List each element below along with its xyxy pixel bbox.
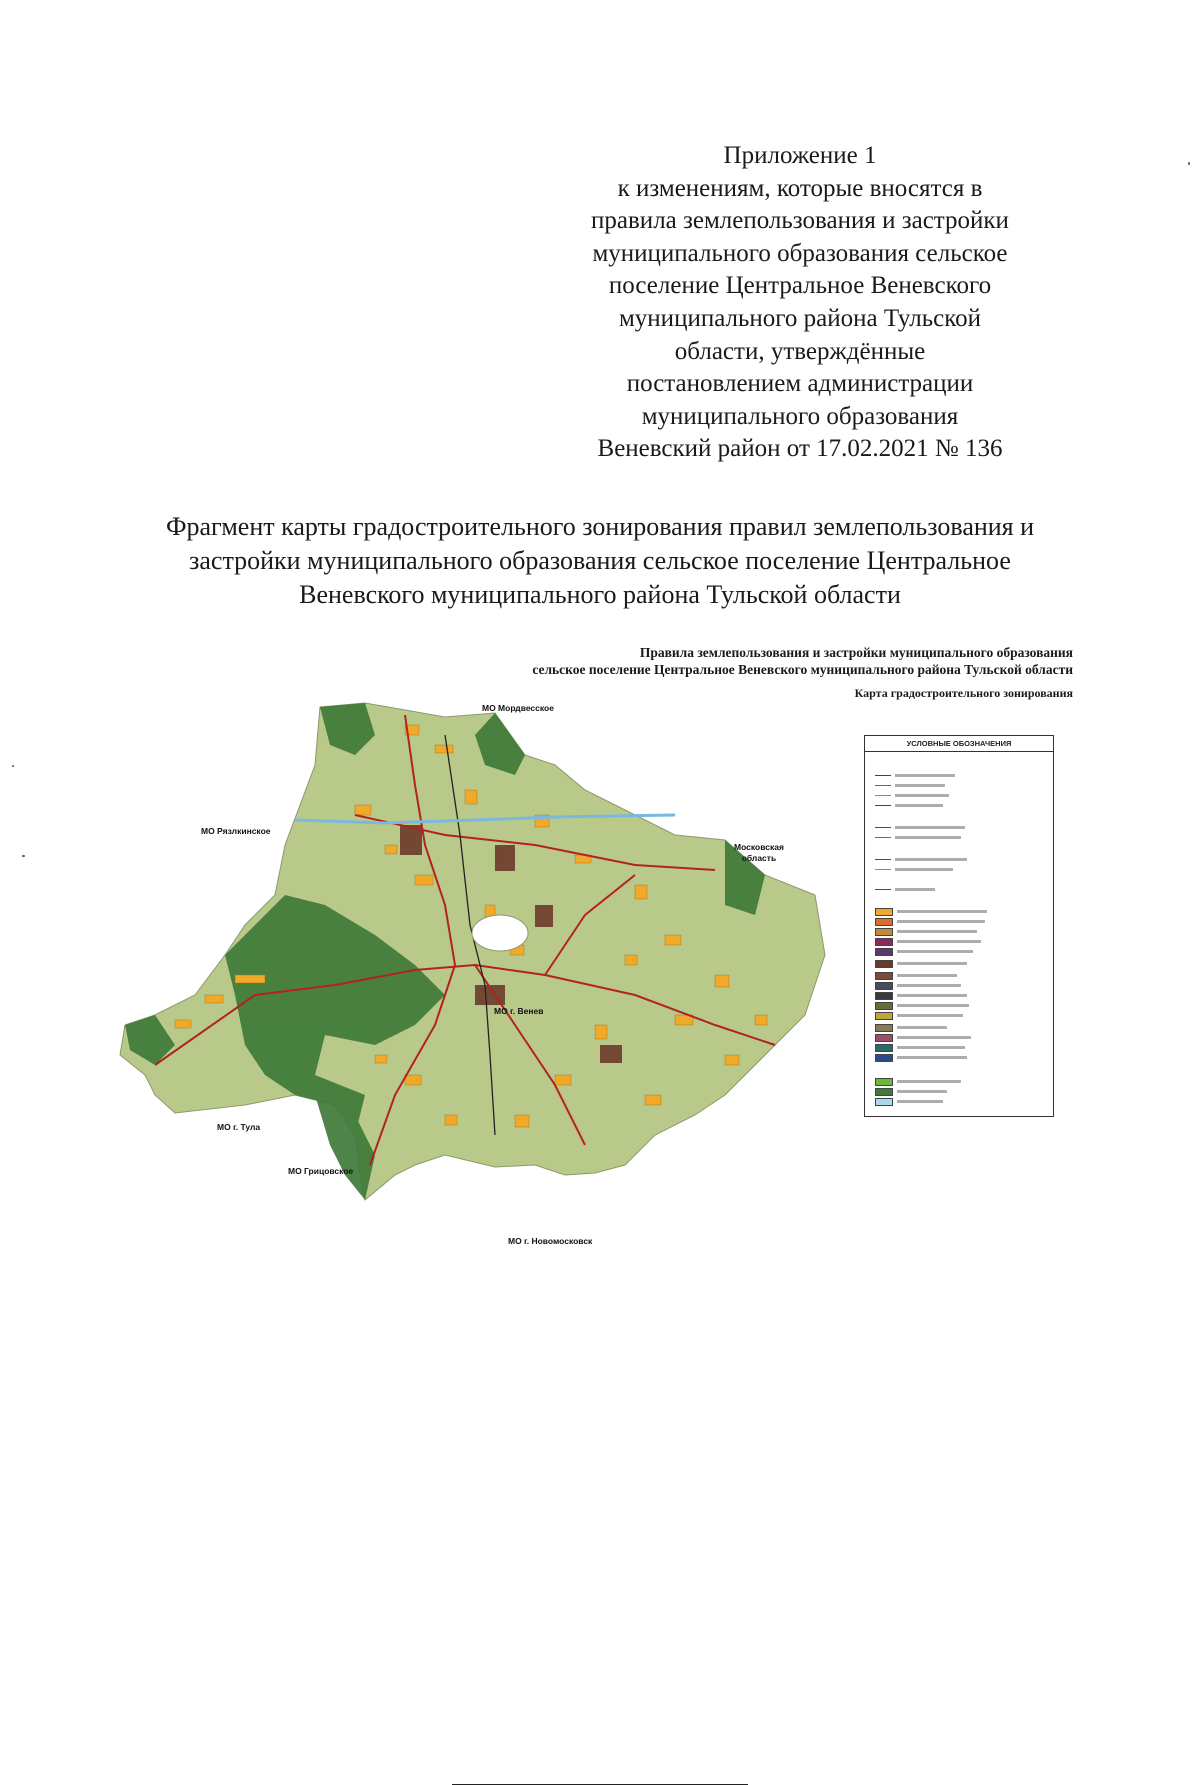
map-subheader: Карта градостроительного зонирования (854, 686, 1073, 700)
title-line: застройки муниципального образования сельское поселение Центральное (189, 546, 1011, 575)
legend-row (875, 834, 961, 841)
region-label-moscow: Московская область (734, 842, 784, 863)
legend-row (875, 982, 961, 989)
legend-row (875, 1088, 947, 1095)
appendix-line: постановлением администрации (626, 370, 974, 398)
scan-speck (22, 855, 25, 857)
region-label-gritsov: МО Грицовское (288, 1166, 354, 1176)
legend-title: УСЛОВНЫЕ ОБОЗНАЧЕНИЯ (865, 736, 1053, 752)
appendix-line: Веневский район от 17.02.2021 № 136 (597, 435, 1003, 463)
legend-row (875, 1024, 947, 1031)
map-header (532, 644, 1073, 678)
title-line: Веневского муниципального района Тульской области (299, 580, 901, 609)
map-legend (864, 735, 1054, 1117)
appendix-line: муниципального образования (641, 402, 959, 430)
legend-row (875, 918, 985, 925)
appendix-line: правила землепользования и застройки (591, 207, 1009, 235)
legend-row (875, 1012, 963, 1019)
map-header-line: Правила землепользования и застройки муниципального образования (639, 645, 1073, 660)
legend-row (875, 1002, 969, 1009)
legend-row (875, 866, 953, 873)
scan-speck (12, 765, 14, 767)
legend-row (875, 960, 967, 967)
legend-row (875, 824, 965, 831)
region-label-venev: МО г. Венев (494, 1006, 544, 1016)
region-label-mordves: МО Мордвесское (482, 703, 554, 713)
legend-row (875, 948, 973, 955)
legend-row (875, 928, 977, 935)
legend-row (875, 1054, 967, 1061)
legend-row (875, 772, 955, 779)
map-header-line: сельское поселение Центральное Веневского муниципального района Тульской области (532, 662, 1073, 677)
appendix-line: к изменениям, которые вносятся в (617, 174, 983, 202)
appendix-line: муниципального образования сельское (592, 239, 1008, 267)
region-label-novomosk: МО г. Новомосковск (508, 1236, 593, 1246)
appendix-line: муниципального района Тульской (618, 304, 982, 332)
legend-row (875, 856, 967, 863)
scan-speck (1188, 162, 1190, 165)
appendix-line: Приложение 1 (723, 142, 877, 169)
appendix-block (560, 140, 1040, 466)
appendix-line: поселение Центральное Веневского (608, 272, 992, 300)
legend-row (875, 802, 943, 809)
appendix-line: области, утверждённые (674, 337, 926, 365)
legend-row (875, 792, 949, 799)
legend-row (875, 886, 935, 893)
legend-row (875, 1034, 971, 1041)
venev-town-cutout (472, 915, 528, 951)
legend-row (875, 1078, 961, 1085)
zoning-map (115, 695, 835, 1255)
legend-row (875, 992, 967, 999)
region-label-rozhkin: МО Рязлкинское (201, 826, 271, 836)
legend-row (875, 1098, 943, 1105)
legend-row (875, 782, 945, 789)
legend-row (875, 1044, 965, 1051)
title-line: Фрагмент карты градостроительного зонирования правил землепользования и (165, 512, 1035, 541)
document-title (80, 510, 1120, 612)
region-label-tula: МО г. Тула (217, 1122, 261, 1132)
legend-row (875, 972, 957, 979)
legend-row (875, 938, 981, 945)
legend-row (875, 908, 987, 915)
